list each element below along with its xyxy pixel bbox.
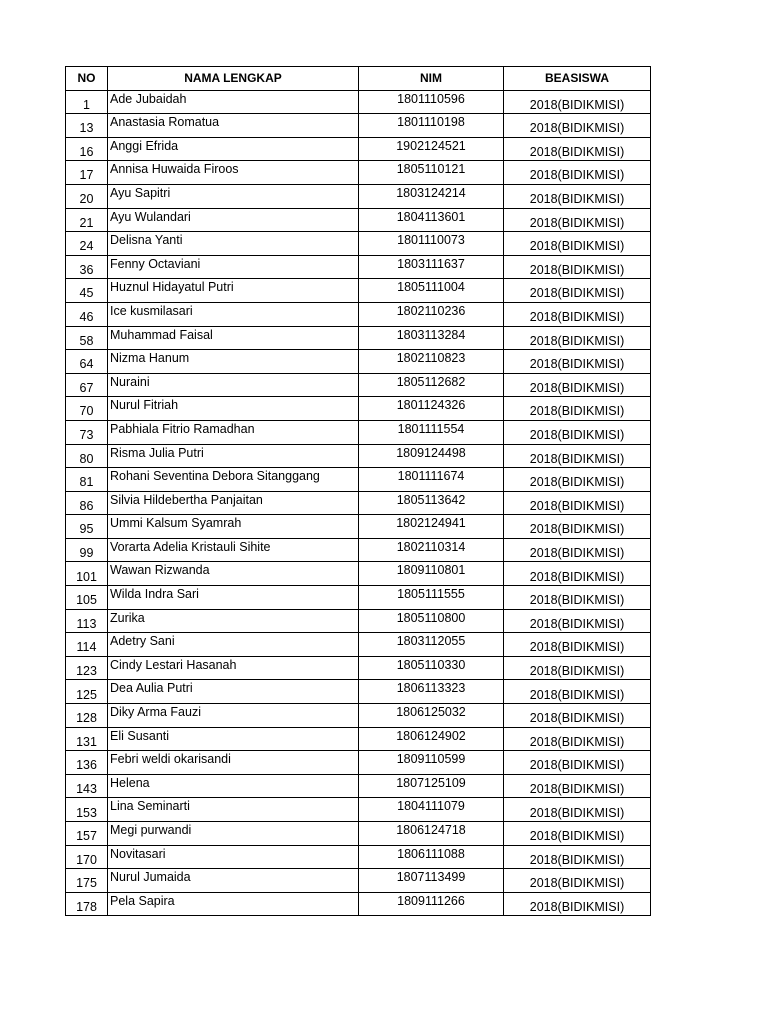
table-row [66, 704, 651, 728]
cell-nim: 1805110800 [359, 609, 504, 633]
cell-nim: 1802110314 [359, 538, 504, 562]
cell-nim: 1807125109 [359, 774, 504, 798]
cell-no: 17 [66, 161, 108, 185]
table-row [66, 397, 651, 421]
cell-name: Risma Julia Putri [108, 444, 359, 468]
cell-name: Anastasia Romatua [108, 114, 359, 138]
cell-name: Ayu Sapitri [108, 184, 359, 208]
table-row [66, 326, 651, 350]
cell-beasiswa: 2018(BIDIKMISI) [504, 727, 651, 751]
cell-no: 131 [66, 727, 108, 751]
cell-no: 21 [66, 208, 108, 232]
cell-no: 123 [66, 656, 108, 680]
cell-name: Febri weldi okarisandi [108, 751, 359, 775]
cell-name: Diky Arma Fauzi [108, 704, 359, 728]
table-row [66, 90, 651, 114]
cell-no: 113 [66, 609, 108, 633]
cell-nim: 1806113323 [359, 680, 504, 704]
cell-no: 58 [66, 326, 108, 350]
cell-beasiswa: 2018(BIDIKMISI) [504, 208, 651, 232]
cell-nim: 1802110823 [359, 350, 504, 374]
cell-no: 13 [66, 114, 108, 138]
cell-nim: 1801110073 [359, 232, 504, 256]
cell-name: Ummi Kalsum Syamrah [108, 515, 359, 539]
cell-beasiswa: 2018(BIDIKMISI) [504, 704, 651, 728]
cell-beasiswa: 2018(BIDIKMISI) [504, 444, 651, 468]
cell-nim: 1804113601 [359, 208, 504, 232]
table-row [66, 609, 651, 633]
table-row [66, 892, 651, 916]
cell-no: 114 [66, 633, 108, 657]
cell-beasiswa: 2018(BIDIKMISI) [504, 90, 651, 114]
table-row [66, 350, 651, 374]
cell-beasiswa: 2018(BIDIKMISI) [504, 137, 651, 161]
cell-name: Novitasari [108, 845, 359, 869]
cell-name: Pela Sapira [108, 892, 359, 916]
cell-beasiswa: 2018(BIDIKMISI) [504, 350, 651, 374]
cell-beasiswa: 2018(BIDIKMISI) [504, 232, 651, 256]
cell-no: 125 [66, 680, 108, 704]
table-row [66, 798, 651, 822]
table-row [66, 184, 651, 208]
cell-nim: 1805111004 [359, 279, 504, 303]
cell-name: Megi purwandi [108, 822, 359, 846]
cell-name: Silvia Hildebertha Panjaitan [108, 491, 359, 515]
cell-nim: 1902124521 [359, 137, 504, 161]
cell-beasiswa: 2018(BIDIKMISI) [504, 586, 651, 610]
table-row [66, 869, 651, 893]
cell-beasiswa: 2018(BIDIKMISI) [504, 892, 651, 916]
cell-nim: 1805113642 [359, 491, 504, 515]
cell-name: Nurul Jumaida [108, 869, 359, 893]
cell-no: 157 [66, 822, 108, 846]
cell-name: Helena [108, 774, 359, 798]
cell-no: 101 [66, 562, 108, 586]
table-row [66, 208, 651, 232]
table-row [66, 137, 651, 161]
cell-nim: 1807113499 [359, 869, 504, 893]
cell-beasiswa: 2018(BIDIKMISI) [504, 656, 651, 680]
cell-nim: 1805112682 [359, 373, 504, 397]
student-scholarship-table [65, 66, 651, 916]
table-row [66, 515, 651, 539]
cell-no: 95 [66, 515, 108, 539]
cell-nim: 1809111266 [359, 892, 504, 916]
cell-no: 143 [66, 774, 108, 798]
table-row [66, 161, 651, 185]
cell-nim: 1801111554 [359, 420, 504, 444]
cell-name: Ice kusmilasari [108, 302, 359, 326]
cell-nim: 1801110596 [359, 90, 504, 114]
table-row [66, 232, 651, 256]
cell-name: Muhammad Faisal [108, 326, 359, 350]
cell-no: 20 [66, 184, 108, 208]
table-row [66, 751, 651, 775]
table-row [66, 727, 651, 751]
cell-no: 64 [66, 350, 108, 374]
table-row [66, 114, 651, 138]
cell-name: Wawan Rizwanda [108, 562, 359, 586]
table-body [66, 90, 651, 916]
cell-no: 1 [66, 90, 108, 114]
cell-name: Nuraini [108, 373, 359, 397]
cell-name: Vorarta Adelia Kristauli Sihite [108, 538, 359, 562]
table-row [66, 845, 651, 869]
cell-beasiswa: 2018(BIDIKMISI) [504, 515, 651, 539]
cell-beasiswa: 2018(BIDIKMISI) [504, 161, 651, 185]
cell-name: Annisa Huwaida Firoos [108, 161, 359, 185]
cell-no: 86 [66, 491, 108, 515]
table-row [66, 373, 651, 397]
cell-nim: 1801124326 [359, 397, 504, 421]
cell-beasiswa: 2018(BIDIKMISI) [504, 491, 651, 515]
cell-beasiswa: 2018(BIDIKMISI) [504, 774, 651, 798]
cell-nim: 1809110801 [359, 562, 504, 586]
cell-no: 81 [66, 468, 108, 492]
cell-no: 70 [66, 397, 108, 421]
cell-name: Delisna Yanti [108, 232, 359, 256]
cell-no: 16 [66, 137, 108, 161]
cell-nim: 1806124718 [359, 822, 504, 846]
cell-nim: 1804111079 [359, 798, 504, 822]
cell-name: Lina Seminarti [108, 798, 359, 822]
cell-beasiswa: 2018(BIDIKMISI) [504, 538, 651, 562]
table-row [66, 656, 651, 680]
cell-beasiswa: 2018(BIDIKMISI) [504, 751, 651, 775]
cell-name: Anggi Efrida [108, 137, 359, 161]
cell-name: Wilda Indra Sari [108, 586, 359, 610]
cell-no: 153 [66, 798, 108, 822]
cell-nim: 1805110121 [359, 161, 504, 185]
cell-no: 175 [66, 869, 108, 893]
header-name: NAMA LENGKAP [108, 67, 359, 91]
table-row [66, 586, 651, 610]
table-row [66, 444, 651, 468]
cell-beasiswa: 2018(BIDIKMISI) [504, 279, 651, 303]
table-row [66, 255, 651, 279]
cell-nim: 1809124498 [359, 444, 504, 468]
table-row [66, 468, 651, 492]
cell-beasiswa: 2018(BIDIKMISI) [504, 562, 651, 586]
cell-beasiswa: 2018(BIDIKMISI) [504, 798, 651, 822]
cell-beasiswa: 2018(BIDIKMISI) [504, 255, 651, 279]
cell-beasiswa: 2018(BIDIKMISI) [504, 420, 651, 444]
cell-nim: 1803113284 [359, 326, 504, 350]
cell-beasiswa: 2018(BIDIKMISI) [504, 184, 651, 208]
cell-no: 178 [66, 892, 108, 916]
cell-no: 46 [66, 302, 108, 326]
cell-no: 67 [66, 373, 108, 397]
cell-name: Rohani Seventina Debora Sitanggang [108, 468, 359, 492]
cell-nim: 1801110198 [359, 114, 504, 138]
cell-no: 36 [66, 255, 108, 279]
cell-beasiswa: 2018(BIDIKMISI) [504, 822, 651, 846]
cell-beasiswa: 2018(BIDIKMISI) [504, 680, 651, 704]
cell-name: Pabhiala Fitrio Ramadhan [108, 420, 359, 444]
cell-name: Zurika [108, 609, 359, 633]
cell-no: 80 [66, 444, 108, 468]
cell-no: 105 [66, 586, 108, 610]
cell-beasiswa: 2018(BIDIKMISI) [504, 845, 651, 869]
cell-nim: 1805111555 [359, 586, 504, 610]
table-row [66, 774, 651, 798]
cell-nim: 1803111637 [359, 255, 504, 279]
table-row [66, 680, 651, 704]
header-row [66, 67, 651, 91]
table-row [66, 538, 651, 562]
cell-no: 128 [66, 704, 108, 728]
cell-nim: 1802124941 [359, 515, 504, 539]
cell-name: Eli Susanti [108, 727, 359, 751]
cell-nim: 1801111674 [359, 468, 504, 492]
cell-beasiswa: 2018(BIDIKMISI) [504, 114, 651, 138]
table-row [66, 562, 651, 586]
cell-nim: 1806124902 [359, 727, 504, 751]
cell-no: 99 [66, 538, 108, 562]
header-nim: NIM [359, 67, 504, 91]
cell-no: 136 [66, 751, 108, 775]
cell-beasiswa: 2018(BIDIKMISI) [504, 633, 651, 657]
cell-name: Cindy Lestari Hasanah [108, 656, 359, 680]
table-header [66, 67, 651, 91]
cell-nim: 1809110599 [359, 751, 504, 775]
cell-name: Huznul Hidayatul Putri [108, 279, 359, 303]
cell-no: 73 [66, 420, 108, 444]
cell-no: 24 [66, 232, 108, 256]
cell-nim: 1803124214 [359, 184, 504, 208]
cell-nim: 1806125032 [359, 704, 504, 728]
cell-name: Fenny Octaviani [108, 255, 359, 279]
header-beasiswa: BEASISWA [504, 67, 651, 91]
cell-beasiswa: 2018(BIDIKMISI) [504, 302, 651, 326]
cell-beasiswa: 2018(BIDIKMISI) [504, 609, 651, 633]
header-no: NO [66, 67, 108, 91]
cell-beasiswa: 2018(BIDIKMISI) [504, 373, 651, 397]
table-row [66, 279, 651, 303]
cell-beasiswa: 2018(BIDIKMISI) [504, 326, 651, 350]
cell-beasiswa: 2018(BIDIKMISI) [504, 869, 651, 893]
cell-nim: 1803112055 [359, 633, 504, 657]
cell-no: 45 [66, 279, 108, 303]
cell-name: Dea Aulia Putri [108, 680, 359, 704]
cell-no: 170 [66, 845, 108, 869]
table-row [66, 420, 651, 444]
cell-name: Ayu Wulandari [108, 208, 359, 232]
cell-beasiswa: 2018(BIDIKMISI) [504, 397, 651, 421]
table-row [66, 633, 651, 657]
table-row [66, 302, 651, 326]
cell-name: Ade Jubaidah [108, 90, 359, 114]
cell-beasiswa: 2018(BIDIKMISI) [504, 468, 651, 492]
cell-nim: 1805110330 [359, 656, 504, 680]
cell-nim: 1806111088 [359, 845, 504, 869]
table-row [66, 822, 651, 846]
cell-nim: 1802110236 [359, 302, 504, 326]
cell-name: Nurul Fitriah [108, 397, 359, 421]
table-row [66, 491, 651, 515]
cell-name: Adetry Sani [108, 633, 359, 657]
cell-name: Nizma Hanum [108, 350, 359, 374]
